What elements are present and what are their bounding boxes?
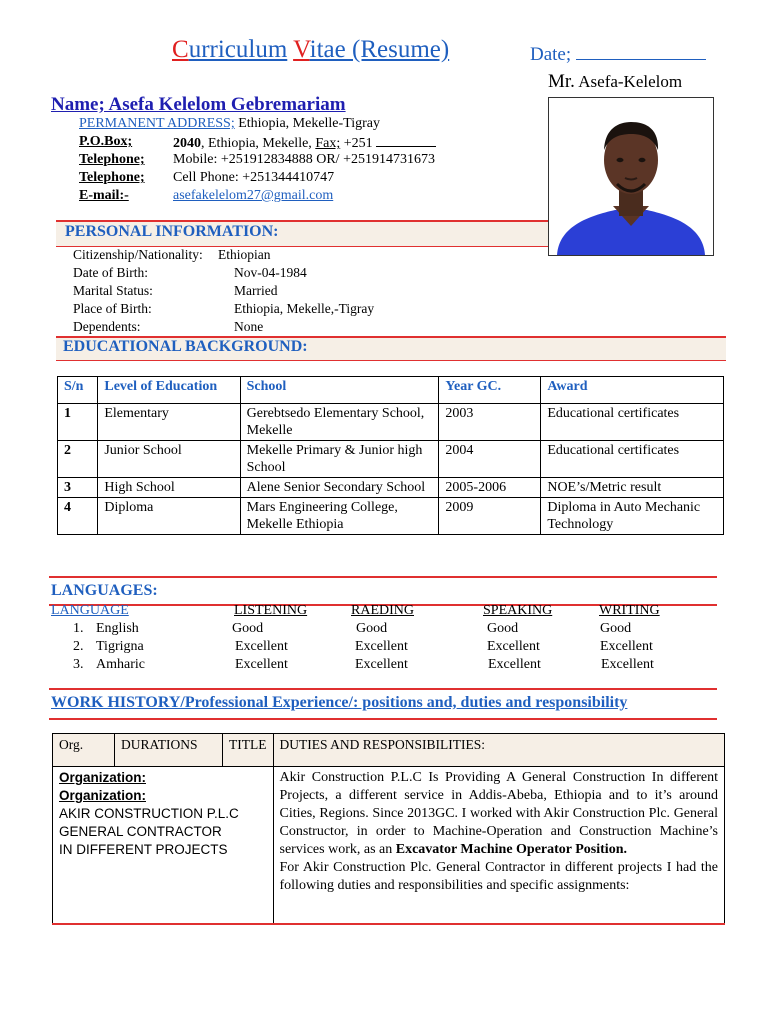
duties-cell	[273, 767, 725, 925]
col-header-durations: DURATIONS	[115, 734, 223, 767]
cell-sn: 3	[58, 478, 98, 498]
pobox-label: P.O.Box;	[79, 134, 133, 149]
lang-listening: Good	[232, 621, 264, 636]
cell-school: Gerebtsedo Elementary School, Mekelle	[240, 404, 439, 441]
education-header-row	[58, 377, 724, 404]
cell-award: Educational certificates	[541, 441, 724, 478]
pobox-rest: , Ethiopia, Mekelle,	[201, 136, 312, 151]
telephone-label-2: Telephone;	[79, 170, 145, 185]
telephone-row-1	[79, 152, 435, 168]
lang-name: English	[96, 621, 139, 636]
lang-col-reading: RAEDING	[351, 603, 414, 618]
lang-col-writing: WRITING	[599, 603, 660, 618]
email-label: E-mail:-	[79, 188, 129, 203]
personal-label: Marital Status:	[73, 283, 153, 298]
cell-award: Diploma in Auto Mechanic Technology	[541, 498, 724, 535]
table-row	[58, 498, 724, 535]
organization-line: AKIR CONSTRUCTION P.L.C	[59, 806, 239, 821]
short-name: Asefa-Kelelom	[578, 72, 683, 91]
personal-value: Ethiopian	[218, 247, 271, 262]
mobile-numbers: Mobile: +251912834888 OR/ +251914731673	[173, 152, 435, 167]
email-link[interactable]: asefakelelom27@gmail.com	[173, 188, 334, 203]
cell-number: Cell Phone: +251344410747	[173, 170, 335, 185]
photo-caption	[548, 71, 682, 93]
duties-paragraph-1: Akir Construction P.L.C Is Providing A General Construction In different Projects, a different service in Addis-Abeba, Ethiopia and to it’s around Cities, Regions. Since 2013GC. I worked with Akir Construction Plc. General Constructor, in order to Machine-Operation and Construction Machine’s services work, as an	[279, 770, 718, 857]
languages-title: LANGUAGES:	[51, 582, 158, 599]
title-letter-c: C	[172, 36, 189, 63]
full-name: Name; Asefa Kelelom Gebremariam	[51, 94, 346, 115]
lang-num: 3.	[73, 657, 84, 672]
personal-info-title: PERSONAL INFORMATION:	[65, 223, 279, 240]
date-blank	[576, 43, 706, 60]
cell-award: NOE’s/Metric result	[541, 478, 724, 498]
personal-label: Place of Birth:	[73, 301, 152, 316]
pobox-number: 2040	[173, 136, 201, 151]
col-header-school: School	[240, 377, 439, 404]
organization-line: GENERAL CONTRACTOR	[59, 824, 222, 839]
lang-name: Amharic	[96, 657, 145, 672]
lang-col-speaking: SPEAKING	[483, 603, 553, 618]
organization-label: Organization:	[59, 770, 146, 785]
pobox-row	[79, 134, 373, 151]
work-history-table	[52, 733, 725, 925]
personal-value: Nov-04-1984	[234, 265, 307, 280]
address-label: PERMANENT ADDRESS;	[79, 116, 235, 131]
cell-school: Mekelle Primary & Junior high School	[240, 441, 439, 478]
personal-label: Dependents:	[73, 319, 141, 334]
personal-label: Date of Birth:	[73, 265, 148, 280]
education-title: EDUCATIONAL BACKGROUND:	[63, 338, 308, 355]
col-header-org: Org.	[53, 734, 115, 767]
lang-speaking: Excellent	[488, 657, 541, 672]
cell-year: 2009	[439, 498, 541, 535]
table-row	[58, 478, 724, 498]
personal-value: Married	[234, 283, 278, 298]
address-value: Ethiopia, Mekelle-Tigray	[238, 116, 381, 131]
cell-school: Alene Senior Secondary School	[240, 478, 439, 498]
work-history-title: WORK HISTORY/Professional Experience/: positions and, duties and responsibility	[51, 694, 628, 711]
fax-blank	[376, 134, 436, 147]
lang-listening: Excellent	[235, 657, 288, 672]
personal-label: Citizenship/Nationality:	[73, 247, 203, 262]
cell-level: Diploma	[98, 498, 240, 535]
col-header-level: Level of Education	[98, 377, 240, 404]
cell-sn: 1	[58, 404, 98, 441]
mr-prefix: Mr.	[548, 71, 575, 92]
cv-title	[172, 36, 449, 64]
education-table	[57, 376, 724, 535]
col-header-year: Year GC.	[439, 377, 541, 404]
organization-line: IN DIFFERENT PROJECTS	[59, 842, 228, 857]
personal-value: None	[234, 319, 264, 334]
cell-level: Junior School	[98, 441, 240, 478]
cell-award: Educational certificates	[541, 404, 724, 441]
fax-value: +251	[343, 136, 373, 151]
lang-col-listening: LISTENING	[234, 603, 308, 618]
duties-position: Excavator Machine Operator Position.	[395, 842, 627, 857]
duties-paragraph-2: For Akir Construction Plc. General Contractor in different projects I had the following duties and responsibilities and specific assignments:	[279, 860, 718, 893]
telephone-row-2	[79, 170, 335, 186]
col-header-duties: DUTIES AND RESPONSIBILITIES:	[273, 734, 725, 767]
title-letter-v: V	[293, 36, 310, 63]
lang-reading: Excellent	[355, 657, 408, 672]
fax-label: Fax;	[315, 136, 341, 151]
cell-year: 2004	[439, 441, 541, 478]
cell-year: 2003	[439, 404, 541, 441]
table-row	[53, 767, 725, 925]
lang-num: 2.	[73, 639, 84, 654]
cell-sn: 4	[58, 498, 98, 535]
title-word-urriculum: urriculum	[188, 36, 288, 63]
lang-col-language: LANGUAGE	[51, 603, 129, 618]
lang-name: Tigrigna	[96, 639, 144, 654]
lang-reading: Excellent	[355, 639, 408, 654]
lang-reading: Good	[356, 621, 388, 636]
lang-num: 1.	[73, 621, 84, 636]
cell-school: Mars Engineering College, Mekelle Ethiopia	[240, 498, 439, 535]
cell-year: 2005-2006	[439, 478, 541, 498]
telephone-label-1: Telephone;	[79, 152, 145, 167]
work-header-row	[53, 734, 725, 767]
lang-speaking: Excellent	[487, 639, 540, 654]
address-row	[79, 116, 380, 132]
lang-writing: Excellent	[601, 657, 654, 672]
organization-cell	[53, 767, 274, 925]
cell-sn: 2	[58, 441, 98, 478]
col-header-sn: S/n	[58, 377, 98, 404]
date-label: Date;	[530, 44, 572, 65]
lang-speaking: Good	[487, 621, 519, 636]
table-row	[58, 441, 724, 478]
lang-writing: Excellent	[600, 639, 653, 654]
table-row	[58, 404, 724, 441]
col-header-award: Award	[541, 377, 724, 404]
personal-value: Ethiopia, Mekelle,-Tigray	[234, 301, 375, 316]
portrait-image	[549, 98, 713, 255]
col-header-title: TITLE	[223, 734, 274, 767]
cell-level: Elementary	[98, 404, 240, 441]
email-row	[79, 188, 334, 204]
title-word-itae: itae (Resume)	[309, 36, 450, 63]
lang-writing: Good	[600, 621, 632, 636]
organization-label: Organization:	[59, 788, 146, 803]
profile-photo	[548, 97, 714, 256]
date-line	[530, 43, 706, 66]
cell-level: High School	[98, 478, 240, 498]
lang-listening: Excellent	[235, 639, 288, 654]
